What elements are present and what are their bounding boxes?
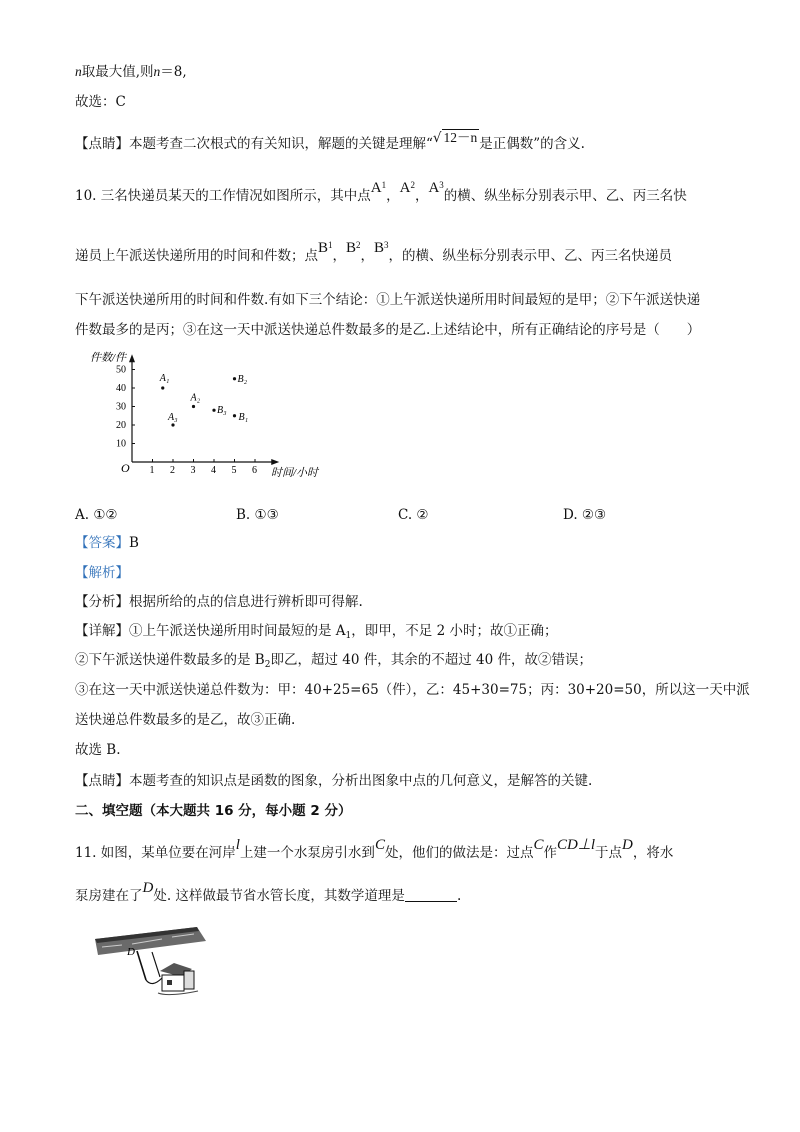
svg-text:D: D [127,946,135,958]
question-11-line1: 11. 如图，某单位要在河岸l上建一个水泵房引水到C处，他们的做法是：过点C作CD⊥l于点D，将水 [75,837,674,861]
point-A2: $A^2$ [399,180,415,196]
section-heading: 二、填空题（本大题共 16 分，每小题 2 分） [75,803,352,819]
point-A3: $A^3$ [428,180,444,196]
y-tick-label: 20 [116,420,126,431]
data-point [212,409,215,412]
analysis-line: 【分析】根据所给的点的信息进行辨析即可得解. [75,594,363,610]
data-point [192,405,195,408]
x-tick-label: 1 [149,465,155,476]
detail-line1: 【详解】①上午派送快递所用时间最短的是 $A_1$，即甲，不足 2 小时；故①正确； [75,623,558,641]
answer-blank [405,887,457,902]
y-tick-label: 40 [116,383,126,394]
y-tick-label: 50 [116,364,126,376]
x-axis-arrow [271,459,279,465]
y-axis-label: 件数/件 [90,352,127,364]
sqrt-expression: √ 12－n [432,130,478,146]
option-c: C. ② [398,507,429,523]
data-point [161,386,164,389]
detail-line4: 送快递总件数最多的是乙，故③正确. [75,712,296,728]
question-10-line2: 递员上午派送快递所用的时间和件数；点$B^1$，$B^2$，$B^3$，的横、纵坐标分别表示甲、乙、丙三名快递员 [75,240,673,264]
point-label: B₂ [237,373,248,385]
answer-line: 【答案】B [75,535,139,551]
x-axis-label: 时间/小时 [271,467,319,479]
y-tick-label: 10 [116,438,126,450]
point-B2: $B^2$ [346,240,361,256]
data-point [233,414,236,417]
point-label: A₂ [190,392,201,404]
detail-line2: ②下午派送快递件数最多的是 $B_2$即乙，超过 40 件，其余的不超过 40 件，故②错误； [75,652,592,670]
text-line: n取最大值,则n＝8, [75,64,187,80]
option-b: B. ①③ [236,507,279,523]
y-axis-arrow [129,354,135,362]
scatter-chart [88,348,348,483]
question-10-line1: 10. 三名快递员某天的工作情况如图所示，其中点$A^1$，$A^2$，$A^3$的横、纵坐标分别表示甲、乙、丙三名快 [75,180,687,204]
point-label: A₃ [168,412,178,423]
x-tick-label: 5 [231,465,237,476]
point-label: A₁ [159,373,170,384]
detail-line3: ③在这一天中派送快递总件数为：甲：40+25=65（件），乙：45+30=75；丙：30+20=50，所以这一天中派 [75,682,750,698]
data-point [233,377,236,380]
y-tick-label: 30 [116,401,126,413]
x-tick-label: 6 [252,465,257,476]
option-d: D. ②③ [563,507,607,523]
option-a: A. ①② [75,507,118,523]
riverbank-illustration [92,925,212,1000]
comment-line-2: 【点睛】本题考查的知识点是函数的图象，分析出图象中点的几何意义，是解答的关键. [75,773,593,789]
detail-line5: 故选 B. [75,742,121,758]
x-tick-label: 2 [170,465,175,476]
x-tick-label: 3 [190,465,196,476]
analysis-tag: 【解析】 [75,565,129,581]
question-10-line4: 件数最多的是丙；③在这一天中派送快递总件数最多的是乙.上述结论中，所有正确结论的序号是（ ） [75,322,701,338]
data-point [171,423,174,426]
comment-line: 【点睛】本题考查二次根式的有关知识，解题的关键是理解“√ 12－n 是正偶数”的含义. [75,130,585,152]
question-11-line2: 泵房建在了D处. 这样做最节省水管长度，其数学道理是 . [75,880,462,904]
point-B3: $B^3$ [374,240,389,256]
point-label: B₁ [238,411,249,423]
answer-choice-line: 故选：C [75,94,126,110]
question-10-line3: 下午派送快递所用的时间和件数.有如下三个结论：①上午派送快递所用时间最短的是甲；②下午派送快递 [75,292,701,308]
var-n: n [75,64,82,79]
origin-label: O [121,461,130,475]
point-B1: $B^1$ [318,240,333,256]
x-tick-label: 4 [211,465,216,476]
point-A1: $A^1$ [370,180,387,196]
point-label: B₃ [217,405,227,417]
